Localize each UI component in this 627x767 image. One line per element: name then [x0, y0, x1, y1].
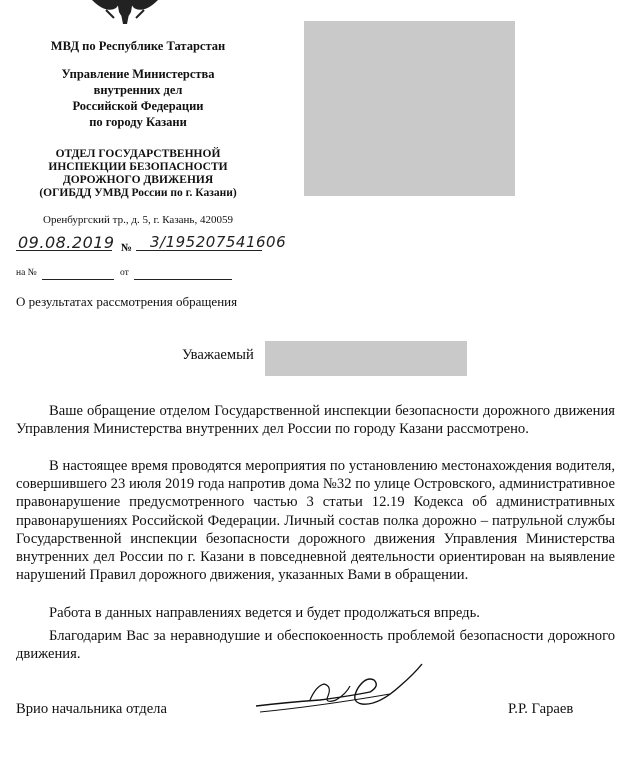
outgoing-date: 09.08.2019 [18, 233, 115, 252]
signatory-name: Р.Р. Гараев [508, 701, 574, 717]
paragraph-4: Благодарим Вас за неравнодушие и обеспокоенность проблемой безопасности дорожного движения. [16, 628, 615, 663]
department-line-3: Российской Федерации [72, 99, 204, 113]
department-line-2: внутренних дел [93, 83, 183, 97]
division-line-2: ИНСПЕКЦИИ БЕЗОПАСНОСТИ [48, 161, 228, 173]
reply-to-line [42, 279, 114, 280]
subject: О результатах рассмотрения обращения [16, 294, 238, 309]
ministry-line: МВД по Республике Татарстан [50, 39, 226, 53]
signature-icon [250, 656, 430, 718]
redacted-addressee-name [265, 341, 467, 376]
greeting: Уважаемый [182, 347, 254, 363]
emblem-icon [86, 0, 164, 26]
redacted-recipient-block [304, 21, 515, 196]
signatory-position: Врио начальника отдела [16, 701, 167, 717]
department-line-1: Управление Министерства [61, 67, 215, 81]
paragraph-3: Работа в данных направлениях ведется и будет продолжаться впредь. [49, 605, 480, 621]
reply-from-label: от [120, 268, 129, 278]
department-line-4: по городу Казани [89, 115, 187, 129]
division-line-4: (ОГИБДД УМВД России по г. Казани) [39, 187, 237, 199]
outgoing-number: 3/195207541606 [150, 233, 287, 251]
reply-to-label: на № [16, 268, 37, 278]
division-line-1: ОТДЕЛ ГОСУДАРСТВЕННОЙ [55, 148, 221, 160]
address: Оренбургский тр., д. 5, г. Казань, 420059 [43, 214, 233, 226]
paragraph-2: В настоящее время проводятся мероприятия по установлению местонахождения водителя, совершившего 23 июля 2019 года напротив дома №32 по улице Островского, административное правонарушение предусмотренного частью 3 статьи 12.19 Кодекса об административных правонарушениях Российской Федерации. Личный состав полка дорожно – патрульной службы Государственной инспекции безопасности дорожного движения Управления Министерства внутренних дел России по г. Казани в повседневной деятельности ориентирован на выявление нарушений Правил дорожного движения, указанных Вами в обращении. [16, 458, 615, 584]
number-label: № [121, 242, 133, 254]
reply-from-line [134, 279, 232, 280]
division-line-3: ДОРОЖНОГО ДВИЖЕНИЯ [62, 174, 214, 186]
paragraph-1: Ваше обращение отделом Государственной инспекции безопасности дорожного движения Управления Министерства внутренних дел России по городу Казани рассмотрено. [16, 403, 615, 438]
